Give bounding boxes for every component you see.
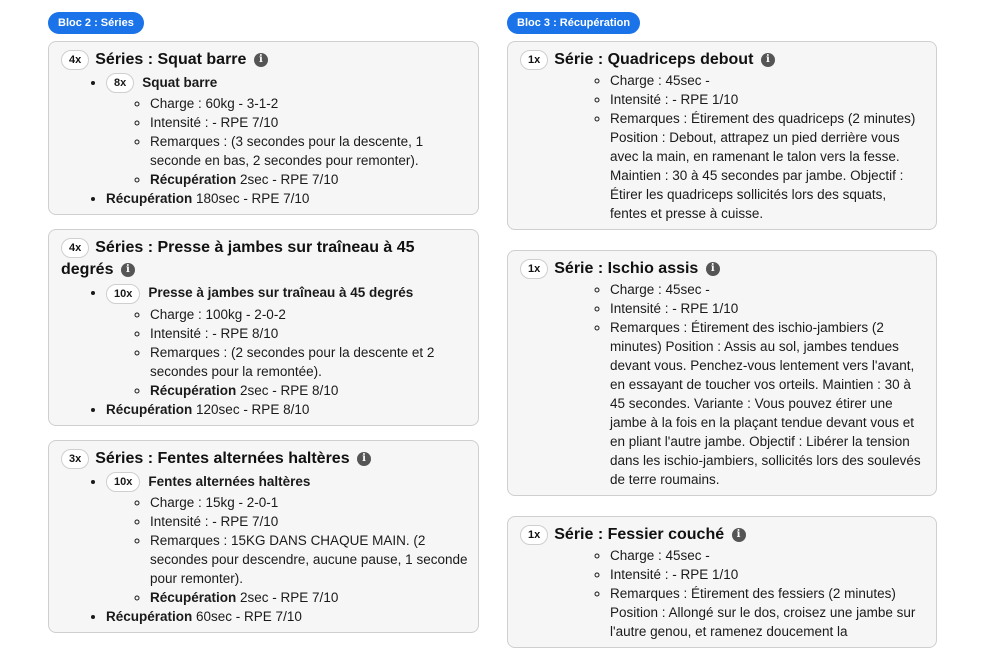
recup-value: 60sec - RPE 7/10: [192, 609, 302, 625]
stretch-card-fessier: [507, 516, 937, 648]
exercise-details: [106, 94, 468, 189]
series-title: Séries : Presse à jambes sur traîneau à 45: [95, 239, 415, 257]
detail-charge: ◦ Charge : 15kg - 2-0-1: [150, 493, 468, 512]
series-card-header: [61, 237, 468, 281]
detail-intensite: ◦ Intensité : - RPE 1/10: [610, 90, 926, 109]
detail-charge: ◦ Charge : 45sec -: [610, 280, 926, 299]
series-card-presse: [48, 229, 479, 425]
series-recuperation: [106, 189, 468, 208]
stretch-card-ischio: [507, 250, 937, 496]
stretch-details: [520, 546, 926, 641]
info-icon[interactable]: i: [732, 528, 746, 542]
recup-label: Récupération: [106, 401, 193, 417]
stretch-details: [520, 71, 926, 223]
recup-value: 2sec - RPE 8/10: [236, 382, 339, 398]
series-count-badge: 1x: [520, 525, 548, 545]
detail-charge: ◦ Charge : 60kg - 3-1-2: [150, 94, 468, 113]
info-icon[interactable]: i: [706, 262, 720, 276]
exercise-header: [106, 472, 468, 492]
series-list: [61, 73, 468, 208]
series-card-header: [61, 49, 468, 71]
recup-label: Récupération: [150, 590, 237, 606]
recup-label: Récupération: [150, 382, 237, 398]
series-card-fentes: [48, 440, 479, 633]
series-title-cont: degrés: [61, 261, 114, 279]
info-icon[interactable]: i: [121, 263, 135, 277]
exercise-header: [106, 73, 468, 93]
series-title: Séries : Squat barre: [95, 51, 247, 68]
stretch-details: [520, 280, 926, 489]
rep-count-badge: 8x: [106, 73, 134, 93]
series-title: Série : Ischio assis: [554, 260, 699, 277]
series-card-header: [520, 258, 926, 280]
exercise-title: Presse à jambes sur traîneau à 45 degrés: [148, 285, 414, 301]
info-icon[interactable]: i: [761, 53, 775, 67]
series-recuperation: [106, 607, 468, 626]
detail-remarques: ◦ Remarques : Étirement des quadriceps (2 minutes) Position : Debout, attrapez un pied derrière vous avec la main, en ramenant le talon vers la fesse. Maintien : 30 à 45 secondes par jambe. Objectif : Étirer les quadriceps sollicités lors des squats, fentes et presse à cuisse.: [610, 109, 926, 223]
recup-label: Récupération: [106, 191, 193, 207]
detail-intensite: ◦ Intensité : - RPE 1/10: [610, 299, 926, 318]
detail-charge: ◦ Charge : 45sec -: [610, 71, 926, 90]
recup-value: 2sec - RPE 7/10: [236, 590, 339, 606]
bloc-2-label: Bloc 2 : Séries: [48, 12, 144, 34]
recup-value: 180sec - RPE 7/10: [192, 191, 310, 207]
stretch-card-quadriceps: [507, 41, 937, 230]
detail-intensite: ◦ Intensité : - RPE 7/10: [150, 512, 468, 531]
detail-charge: ◦ Charge : 100kg - 2-0-2: [150, 305, 468, 324]
detail-remarques: ◦ Remarques : (2 secondes pour la descente et 2 secondes pour la remontée).: [150, 343, 468, 381]
bloc-2-column: [48, 12, 479, 647]
exercise-title: Squat barre: [142, 75, 218, 90]
series-count-badge: 3x: [61, 449, 89, 469]
series-count-badge: 4x: [61, 50, 89, 70]
info-icon[interactable]: i: [357, 452, 371, 466]
detail-recuperation: [150, 588, 468, 607]
recup-label: Récupération: [150, 172, 237, 188]
exercise-item: [106, 472, 468, 607]
series-count-badge: 1x: [520, 259, 548, 279]
exercise-item: [106, 73, 468, 189]
bloc-3-column: [507, 12, 937, 662]
series-card-squat: [48, 41, 479, 215]
detail-remarques: ◦ Remarques : 15KG DANS CHAQUE MAIN. (2 secondes pour descendre, aucune pause, 1 seconde pour remonter).: [150, 531, 468, 588]
detail-recuperation: [150, 381, 468, 400]
series-count-badge: 4x: [61, 238, 89, 258]
detail-remarques: ◦ Remarques : (3 secondes pour la descente, 1 seconde en bas, 2 secondes pour remonter).: [150, 132, 468, 170]
rep-count-badge: 10x: [106, 284, 140, 304]
series-recuperation: [106, 400, 468, 419]
exercise-details: [106, 305, 468, 400]
detail-intensite: ◦ Intensité : - RPE 7/10: [150, 113, 468, 132]
series-title: Séries : Fentes alternées haltères: [95, 449, 350, 467]
info-icon[interactable]: i: [254, 53, 268, 67]
rep-count-badge: 10x: [106, 472, 140, 492]
series-card-header: [520, 49, 926, 71]
bloc-3-label: Bloc 3 : Récupération: [507, 12, 640, 34]
series-title: Série : Quadriceps debout: [554, 51, 754, 68]
detail-recuperation: [150, 170, 468, 189]
detail-intensite: ◦ Intensité : - RPE 8/10: [150, 324, 468, 343]
exercise-header: [106, 283, 468, 303]
series-list: [61, 472, 468, 626]
detail-intensite: ◦ Intensité : - RPE 1/10: [610, 565, 926, 584]
series-title: Série : Fessier couché: [554, 526, 725, 543]
series-count-badge: 1x: [520, 50, 548, 70]
series-card-header: [61, 448, 468, 470]
detail-remarques: ◦ Remarques : Étirement des ischio-jambiers (2 minutes) Position : Assis au sol, jambes tendues devant vous. Penchez-vous lentement vers l'avant, en essayant de toucher vos orteils. Maintien : 30 à 45 secondes. Variante : Vous pouvez étirer une jambe à la fois en la plaçant tendue devant vous et en pliant l'autre jambe. Objectif : Libérer la tension dans les ischio-jambiers, sollicités lors des soulevés de terre roumains.: [610, 318, 926, 489]
series-list: [61, 283, 468, 418]
exercise-title: Fentes alternées haltères: [148, 473, 311, 489]
detail-charge: ◦ Charge : 45sec -: [610, 546, 926, 565]
detail-remarques: ◦ Remarques : Étirement des fessiers (2 minutes) Position : Allongé sur le dos, croisez une jambe sur l'autre genou, et ramenez doucement la: [610, 584, 926, 641]
recup-label: Récupération: [106, 609, 193, 625]
exercise-item: [106, 283, 468, 399]
exercise-details: [106, 493, 468, 607]
recup-value: 2sec - RPE 7/10: [236, 172, 339, 188]
recup-value: 120sec - RPE 8/10: [192, 401, 310, 417]
series-card-header: [520, 524, 926, 546]
